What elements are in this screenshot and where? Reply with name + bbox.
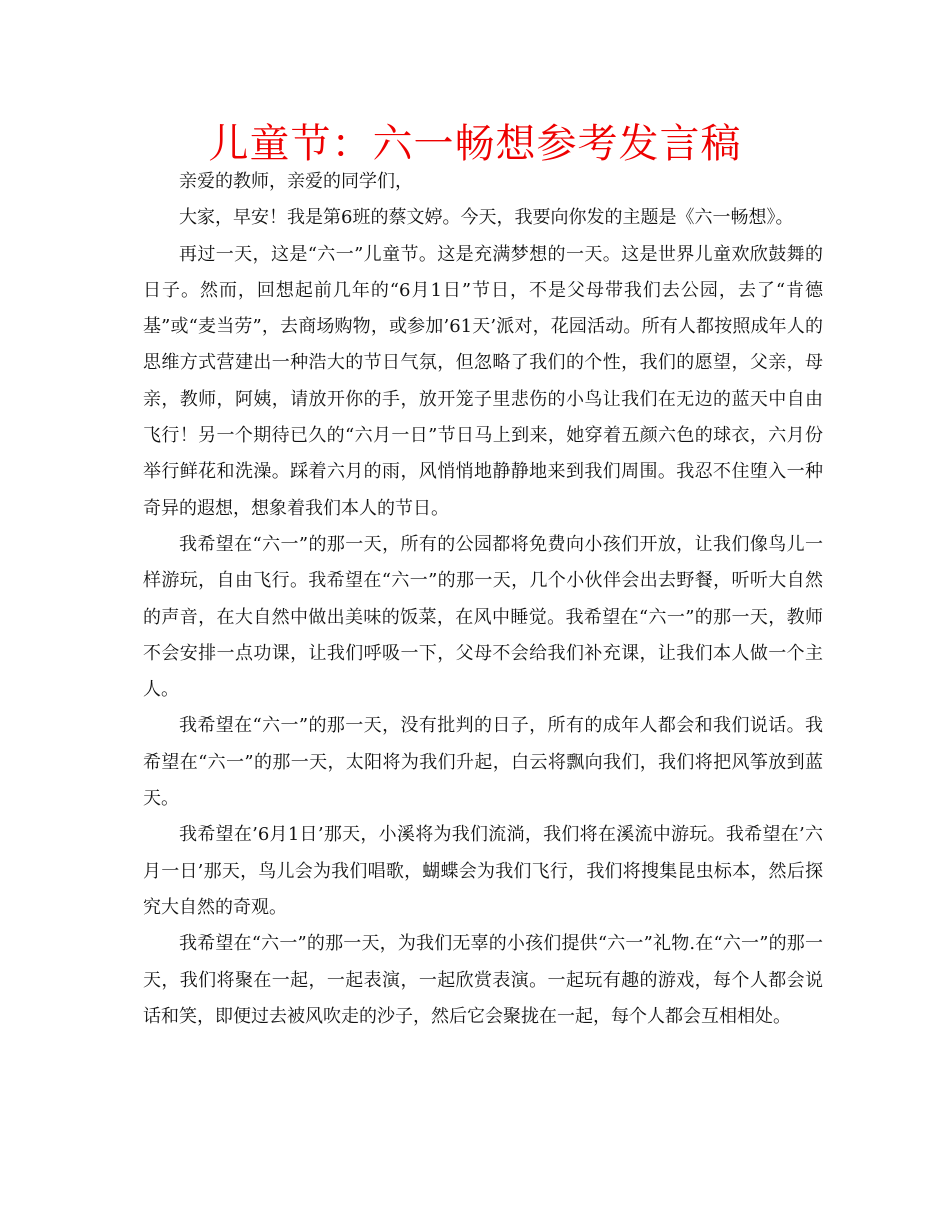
paragraph-wish-gifts: 我希望在“六一”的那一天，为我们无辜的小孩们提供“六一”礼物.在“六一”的那一天，我们将聚在一起，一起表演，一起欣赏表演。一起玩有趣的游戏，每个人都会说话和笑，即便过去被风吹走的沙子，然后它会聚拢在一起，每个人都会互相相处。 xyxy=(143,933,823,1027)
paragraph-background: 再过一天，这是“六一”儿童节。这是充满梦想的一天。这是世界儿童欢欣鼓舞的日子。然而，回想起前几年的“6月1日”节日，不是父母带我们去公园，去了“肯德基”或“麦当劳”，去商场购物，或参加’61天’派对，花园活动。所有人都按照成年人的思维方式营建出一种浩大的节日气氛，但忽略了我们的个性，我们的愿望，父亲，母亲，教师，阿姨，请放开你的手，放开笼子里悲伤的小鸟让我们在无边的蓝天中自由飞行！另一个期待已久的“六月一日”节日马上到来，她穿着五颜六色的球衣，六月份举行鲜花和洗澡。踩着六月的雨，风悄悄地静静地来到我们周围。我忍不住堕入一种奇异的遐想，想象着我们本人的节日。 xyxy=(143,243,823,519)
document-body xyxy=(143,164,823,1035)
paragraph-wish-sky: 我希望在“六一”的那一天，没有批判的日子，所有的成年人都会和我们说话。我希望在“六一”的那一天，太阳将为我们升起，白云将飘向我们，我们将把风筝放到蓝天。 xyxy=(143,715,823,810)
document-title: 儿童节：六一畅想参考发言稿 xyxy=(208,121,742,167)
paragraph-wish-parks: 我希望在“六一”的那一天，所有的公园都将免费向小孩们开放，让我们像鸟儿一样游玩，自由飞行。我希望在“六一”的那一天，几个小伙伴会出去野餐，听听大自然的声音，在大自然中做出美味的饭菜，在风中睡觉。我希望在“六一”的那一天，教师不会安排一点功课，让我们呼吸一下，父母不会给我们补充课，让我们本人做一个主人。 xyxy=(143,533,823,701)
paragraph-intro: 大家，早安！我是第6班的蔡文婷。今天，我要向你发的主题是《六一畅想》。 xyxy=(179,207,794,229)
paragraph-wish-stream: 我希望在’6月1日’那天，小溪将为我们流淌，我们将在溪流中游玩。我希望在’六月一日’那天，鸟儿会为我们唱歌，蝴蝶会为我们飞行，我们将搜集昆虫标本，然后探究大自然的奇观。 xyxy=(143,824,823,918)
paragraph-greeting: 亲爱的教师，亲爱的同学们， xyxy=(179,171,413,192)
